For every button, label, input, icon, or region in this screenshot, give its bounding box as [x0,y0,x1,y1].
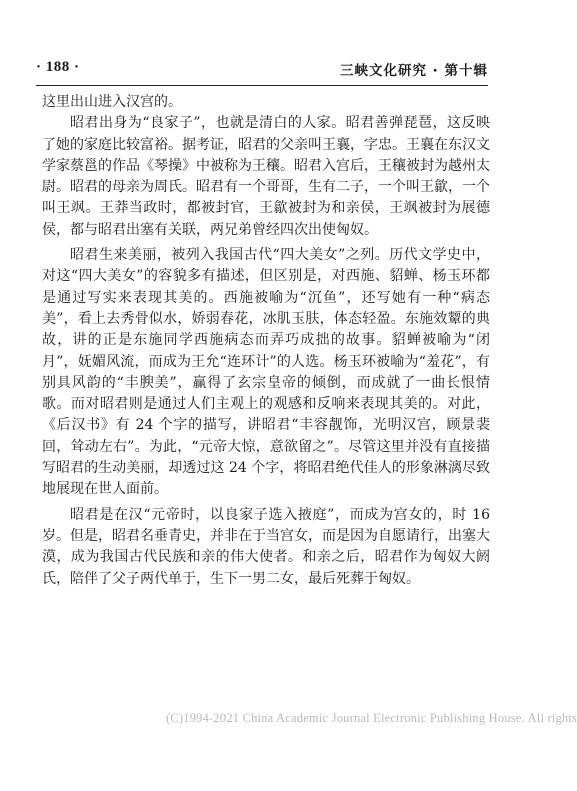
paragraph-1: 这里出山进入汉宫的。 [42,94,182,110]
journal-title: 三峡文化研究 · 第十辑 [339,63,488,79]
page-header [36,59,488,81]
header-rule [36,85,488,86]
article-body [42,92,490,590]
copyright-watermark: (C)1994-2021 China Academic Journal Electronic Publishing House. All rights [166,711,577,725]
paragraph-2: 昭君出身为“良家子”，也就是清白的人家。昭君善弹琵琶，这反映了她的家庭比较富裕。据考证，昭君的父亲叫王襄，字忠。王襄在东汉文学家蔡邕的作品《琴操》中被称为王穰。昭君入宫后，王穰被封为越州太尉。昭君的母亲为周氏。昭君有一个哥哥，生有二子，一个叫王歙，一个叫王飒。王莽当政时，都被封官，王歙被封为和亲侯，王飒被封为展德侯，都与昭君出塞有关联，两兄弟曾经四次出使匈奴。 [42,115,490,238]
page-number: · 188 · [36,59,80,75]
paragraph-4: 昭君是在汉“元帝时，以良家子选入掖庭”，而成为宫女的，时 16 岁。但是，昭君名垂青史，并非在于当宫女，而是因为自愿请行，出塞大漠，成为我国古代民族和亲的伟大使者。和亲之后，昭君作为匈奴大阏氏，陪伴了父子两代单于，生下一男二女，最后死葬于匈奴。 [42,506,490,587]
paragraph-3: 昭君生来美丽，被列入我国古代“四大美女”之列。历代文学史中，对这“四大美女”的容貌多有描述，但区别是，对西施、貂蝉、杨玉环都是通过写实来表现其美的。西施被喻为“沉鱼”，还写她有一种“病态美”，看上去秀骨似水，娇弱春花，冰肌玉肤，体态轻盈。东施效颦的典故，讲的正是东施同学西施病态而弄巧成拙的故事。貂蝉被喻为“闭月”，妩媚风流，而成为王允“连环计”的人选。杨玉环被喻为“羞花”，有别具风韵的“丰腴美”，赢得了玄宗皇帝的倾倒，而成就了一曲长恨情歌。而对昭君则是通过人们主观上的观感和反响来表现其美的。对此，《后汉书》有 24 个字的描写，讲昭君“丰容靓饰，光明汉宫，顾景裴回，耸动左右”。为此，“元帝大惊，意欲留之”。尽管这里并没有直接描写昭君的生动美丽，却透过这 24 个字，将昭君绝代佳人的形象淋漓尽致地展现在世人面前。 [42,247,490,498]
